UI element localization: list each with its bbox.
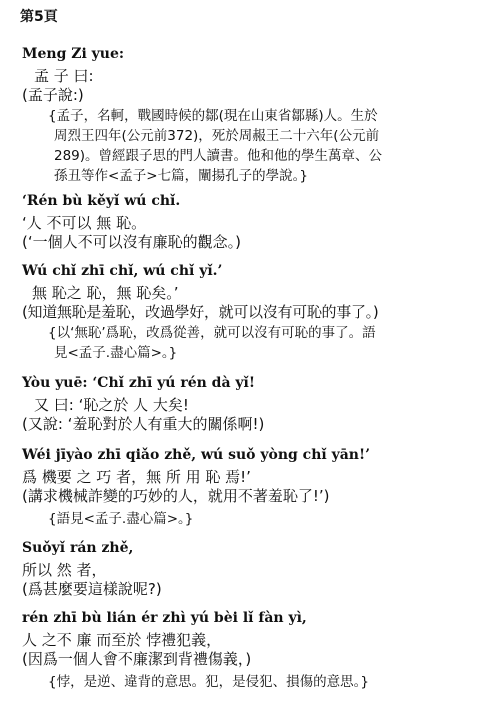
- note-line: {以‘無恥’爲恥，改爲從善，就可以沒有可恥的事了。語: [48, 325, 376, 341]
- chinese-line: ‘人 不可以 無 恥。: [22, 214, 147, 232]
- pinyin-line: Wú chǐ zhī chǐ, wú chǐ yǐ.’: [22, 263, 223, 279]
- pinyin-line: Yòu yuē: ‘Chǐ zhī yú rén dà yǐ!: [22, 375, 255, 391]
- chinese-line: 又 曰: ‘恥之於 人 大矣!: [34, 396, 189, 414]
- chinese-line: 人 之不 廉 而至於 悖禮犯義，: [22, 631, 222, 649]
- note-line: 孫丑等作<孟子>七篇，闡揚孔子的學說。}: [54, 168, 308, 184]
- note-line: 周烈王四年(公元前372)，死於周赧王二十六年(公元前: [54, 128, 380, 144]
- translation-line: (孟子說:): [22, 86, 84, 104]
- translation-line: (因爲一個人會不廉潔到背禮傷義，): [22, 650, 252, 668]
- note-line: 289)。曾經跟子思的門人讀書。他和他的學生萬章、公: [54, 148, 383, 164]
- chinese-line: 孟 子 曰:: [34, 67, 94, 85]
- pinyin-line: rén zhī bù lián ér zhì yú bèi lǐ fàn yì,: [22, 610, 307, 626]
- translation-line: (知道無恥是羞恥，改過學好，就可以沒有可恥的事了。): [22, 303, 379, 321]
- note-line: {孟子，名軻，戰國時候的鄒(現在山東省鄒縣)人。生於: [48, 108, 378, 124]
- pinyin-line: ‘Rén bù kěyǐ wú chǐ.: [22, 193, 181, 209]
- chinese-line: 所以 然 者，: [22, 561, 107, 579]
- note-line: {語見<孟子.盡心篇>。}: [48, 511, 194, 527]
- pinyin-line: Suǒyǐ rán zhě,: [22, 540, 134, 556]
- note-line: {悖，是逆、違背的意思。犯，是侵犯、損傷的意思。}: [48, 674, 369, 690]
- pinyin-line: Wéi jīyào zhī qiǎo zhě, wú suǒ yòng chǐ yān!’: [22, 447, 370, 463]
- pinyin-line: Meng Zi yue:: [22, 46, 125, 62]
- chinese-line: 爲 機要 之 巧 者，無 所 用 恥 焉!’: [22, 468, 251, 486]
- translation-line: (又說: ‘羞恥對於人有重大的關係啊!): [22, 415, 265, 433]
- note-line: 見<孟子.盡心篇>。}: [54, 345, 178, 361]
- translation-line: (講求機械詐變的巧妙的人，就用不著羞恥了!’): [22, 487, 330, 505]
- translation-line: (爲甚麼要這樣說呢?): [22, 580, 162, 598]
- translation-line: (‘一個人不可以沒有廉恥的觀念。): [22, 233, 241, 251]
- chinese-line: 無 恥之 恥，無 恥矣。’: [32, 284, 179, 302]
- page-number: 第5頁: [20, 9, 58, 25]
